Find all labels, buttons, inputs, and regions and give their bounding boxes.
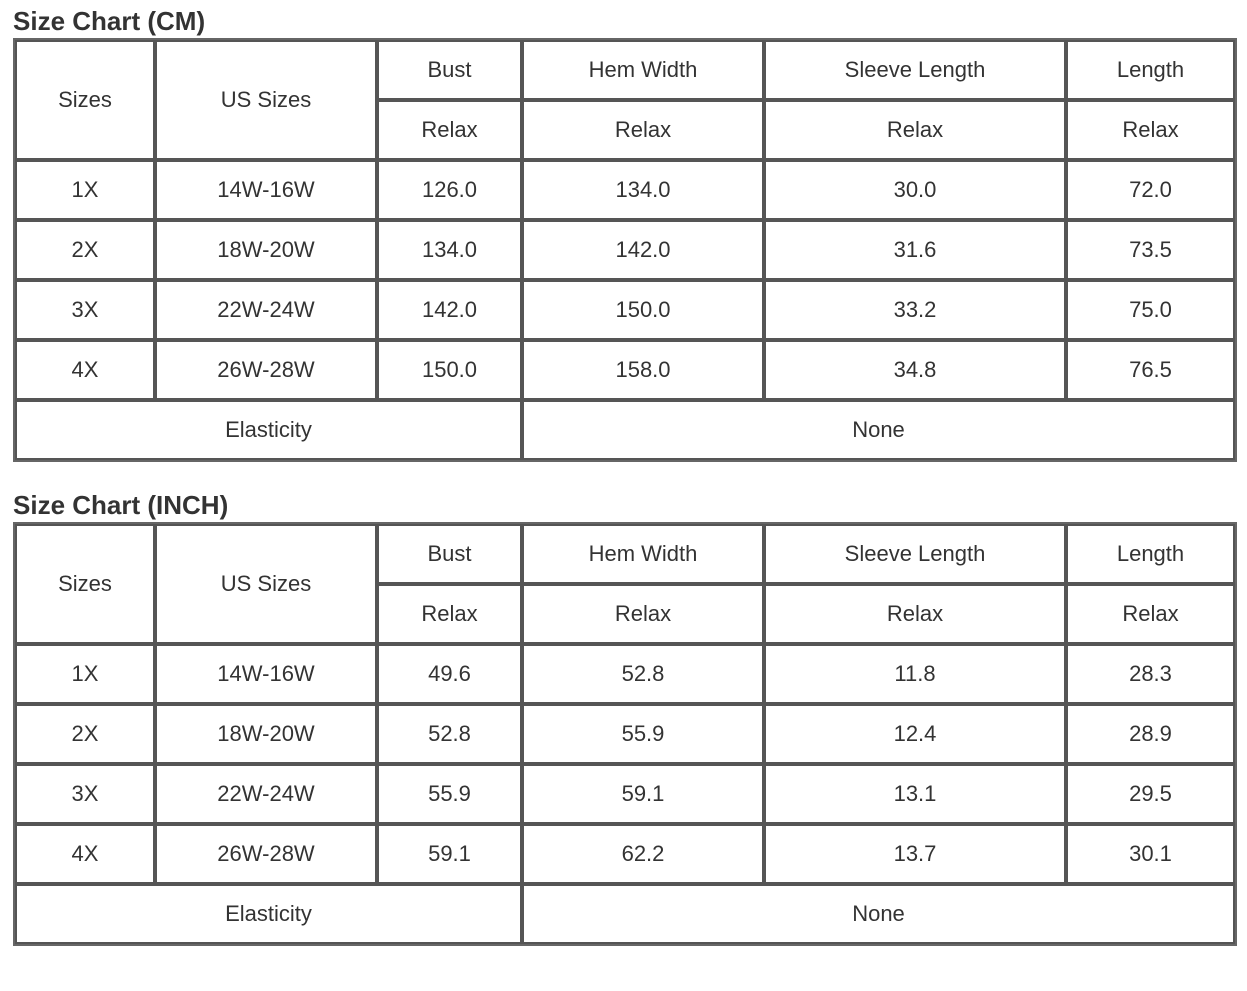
hem-width-cell: 150.0	[522, 280, 764, 340]
hem-width-cell: 52.8	[522, 644, 764, 704]
size-cell: 2X	[15, 704, 155, 764]
us-size-cell: 14W-16W	[155, 644, 377, 704]
size-cell: 1X	[15, 644, 155, 704]
size-cell: 4X	[15, 824, 155, 884]
elasticity-row	[15, 884, 1235, 944]
sleeve-length-fit-subheader: Relax	[764, 584, 1066, 644]
sizes-header: Sizes	[15, 524, 155, 644]
table-row	[15, 824, 1235, 884]
length-fit-subheader: Relax	[1066, 100, 1235, 160]
bust-cell: 150.0	[377, 340, 522, 400]
table-row	[15, 764, 1235, 824]
us-size-cell: 18W-20W	[155, 220, 377, 280]
bust-fit-subheader: Relax	[377, 100, 522, 160]
bust-fit-subheader: Relax	[377, 584, 522, 644]
bust-cell: 134.0	[377, 220, 522, 280]
bust-cell: 52.8	[377, 704, 522, 764]
sleeve-length-header: Sleeve Length	[764, 40, 1066, 100]
length-cell: 76.5	[1066, 340, 1235, 400]
table-row	[15, 280, 1235, 340]
table-header-row	[15, 40, 1235, 100]
bust-cell: 142.0	[377, 280, 522, 340]
elasticity-value: None	[522, 400, 1235, 460]
us-size-cell: 22W-24W	[155, 764, 377, 824]
us-size-cell: 14W-16W	[155, 160, 377, 220]
length-cell: 73.5	[1066, 220, 1235, 280]
sleeve-length-cell: 13.1	[764, 764, 1066, 824]
elasticity-label: Elasticity	[15, 400, 522, 460]
sleeve-length-cell: 33.2	[764, 280, 1066, 340]
hem-width-header: Hem Width	[522, 40, 764, 100]
us-size-cell: 18W-20W	[155, 704, 377, 764]
hem-width-header: Hem Width	[522, 524, 764, 584]
us-sizes-header: US Sizes	[155, 40, 377, 160]
size-chart-cm-title: Size Chart (CM)	[13, 6, 206, 36]
table-row	[15, 644, 1235, 704]
size-chart-inch-title: Size Chart (INCH)	[13, 490, 229, 520]
sleeve-length-cell: 13.7	[764, 824, 1066, 884]
elasticity-value: None	[522, 884, 1235, 944]
us-size-cell: 26W-28W	[155, 340, 377, 400]
size-cell: 3X	[15, 764, 155, 824]
us-size-cell: 26W-28W	[155, 824, 377, 884]
elasticity-row	[15, 400, 1235, 460]
bust-header: Bust	[377, 40, 522, 100]
size-chart-inch-table	[13, 522, 1237, 946]
length-cell: 29.5	[1066, 764, 1235, 824]
hem-width-cell: 134.0	[522, 160, 764, 220]
length-cell: 28.3	[1066, 644, 1235, 704]
size-cell: 3X	[15, 280, 155, 340]
size-cell: 1X	[15, 160, 155, 220]
size-cell: 2X	[15, 220, 155, 280]
sizes-header: Sizes	[15, 40, 155, 160]
sleeve-length-cell: 12.4	[764, 704, 1066, 764]
hem-width-cell: 62.2	[522, 824, 764, 884]
length-cell: 75.0	[1066, 280, 1235, 340]
length-cell: 28.9	[1066, 704, 1235, 764]
sleeve-length-cell: 11.8	[764, 644, 1066, 704]
bust-cell: 126.0	[377, 160, 522, 220]
length-cell: 30.1	[1066, 824, 1235, 884]
hem-width-cell: 142.0	[522, 220, 764, 280]
size-cell: 4X	[15, 340, 155, 400]
sleeve-length-cell: 30.0	[764, 160, 1066, 220]
length-header: Length	[1066, 40, 1235, 100]
table-row	[15, 340, 1235, 400]
hem-width-cell: 158.0	[522, 340, 764, 400]
us-size-cell: 22W-24W	[155, 280, 377, 340]
table-row	[15, 220, 1235, 280]
length-fit-subheader: Relax	[1066, 584, 1235, 644]
table-row	[15, 704, 1235, 764]
sleeve-length-cell: 34.8	[764, 340, 1066, 400]
elasticity-label: Elasticity	[15, 884, 522, 944]
hem-width-fit-subheader: Relax	[522, 584, 764, 644]
size-chart-cm-table	[13, 38, 1237, 462]
length-cell: 72.0	[1066, 160, 1235, 220]
sleeve-length-fit-subheader: Relax	[764, 100, 1066, 160]
hem-width-fit-subheader: Relax	[522, 100, 764, 160]
hem-width-cell: 55.9	[522, 704, 764, 764]
bust-cell: 59.1	[377, 824, 522, 884]
length-header: Length	[1066, 524, 1235, 584]
bust-cell: 49.6	[377, 644, 522, 704]
table-row	[15, 160, 1235, 220]
sleeve-length-cell: 31.6	[764, 220, 1066, 280]
sleeve-length-header: Sleeve Length	[764, 524, 1066, 584]
table-header-row	[15, 524, 1235, 584]
bust-header: Bust	[377, 524, 522, 584]
us-sizes-header: US Sizes	[155, 524, 377, 644]
hem-width-cell: 59.1	[522, 764, 764, 824]
bust-cell: 55.9	[377, 764, 522, 824]
